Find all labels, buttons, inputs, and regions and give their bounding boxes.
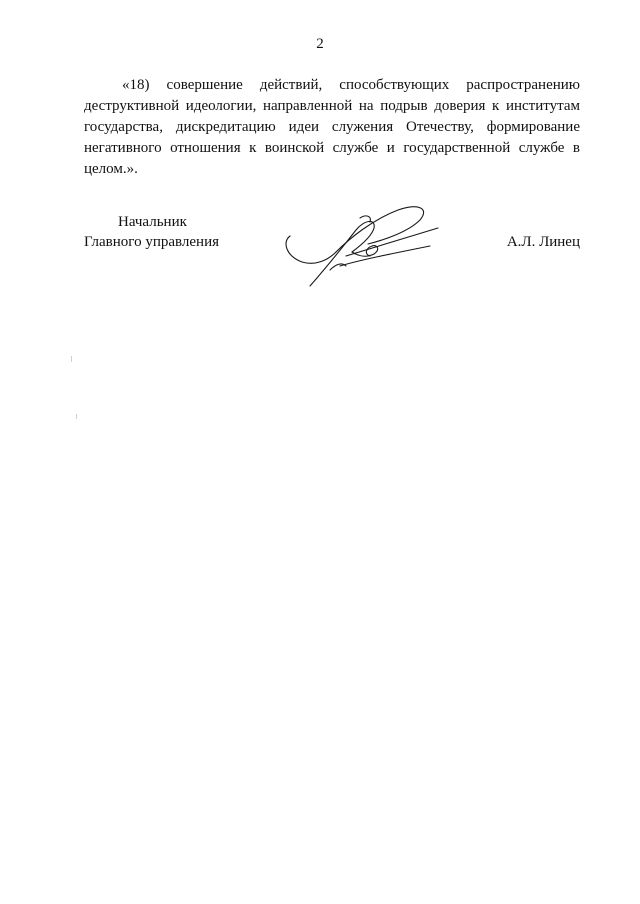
scan-speck [76,414,77,419]
signer-title-line-1: Начальник [118,214,187,230]
signature-icon [280,200,440,290]
document-body [84,75,580,180]
signer-title-line-2: Главного управления [84,234,219,250]
signature-block [84,212,580,302]
scan-speck [71,356,72,362]
body-paragraph: «18) совершение действий, способствующих распространению деструктивной идеологии, направленной на подрыв доверия к институтам государства, дискредитацию идеи служения Отечеству, формирование негативного отношения к воинской службе и государственной службе в целом.». [84,77,580,177]
page-number: 2 [316,36,324,52]
signer-name: А.Л. Линец [506,234,580,250]
